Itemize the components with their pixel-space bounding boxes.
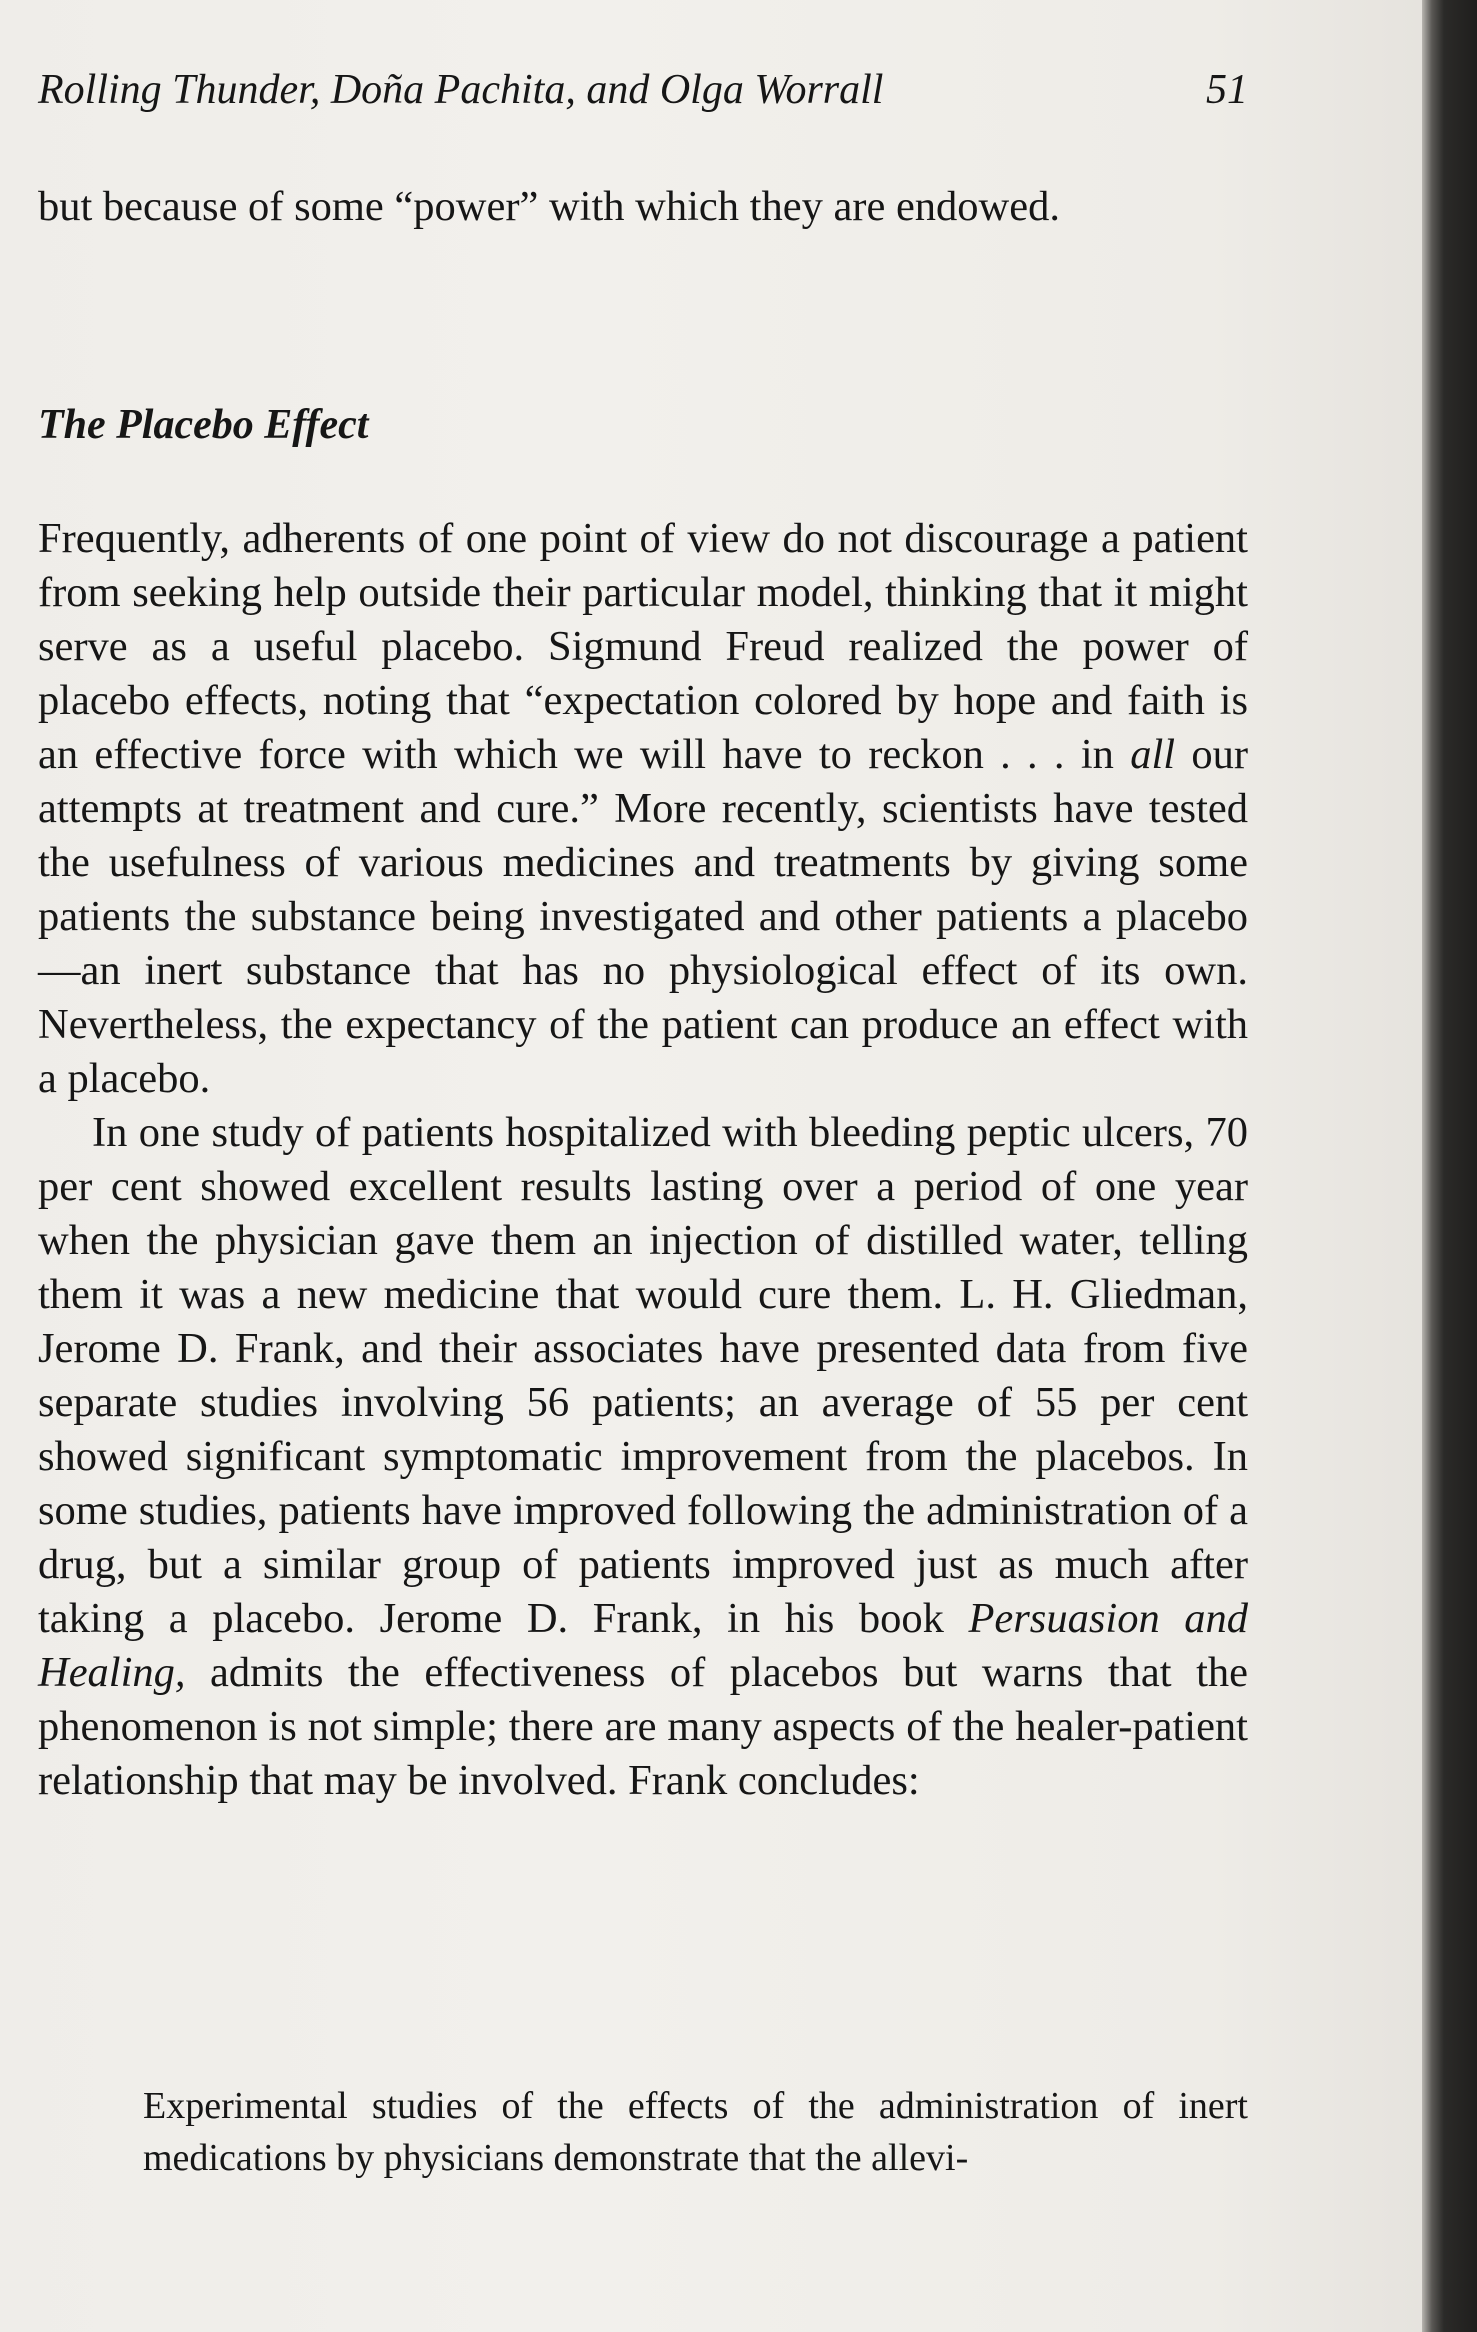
paragraph-freud	[38, 512, 1248, 1106]
paragraph-study	[38, 1106, 1248, 1808]
running-head	[38, 60, 1248, 120]
paragraph-study-text-1: In one study of patients hospitalized with bleeding peptic ulcers, 70 per cent showed excellent results lasting over a period of one year when the physician gave them an injection of distilled water, telling them it was a new medicine that would cure them. L. H. Gliedman, Jerome D. Frank, and their associates have presented data from five separate studies involving 56 patients; an average of 55 per cent showed significant symptomatic improvement from the placebos. In some studies, patients have improved following the administration of a drug, but a similar group of patients improved just as much after taking a placebo. Jerome D. Frank, in his book	[38, 1109, 1248, 1642]
running-head-title: Rolling Thunder, Doña Pachita, and Olga Worrall	[38, 67, 884, 113]
section-heading: The Placebo Effect	[38, 402, 369, 448]
page-number: 51	[1206, 67, 1248, 113]
body-paragraphs	[38, 512, 1248, 1808]
paragraph-freud-text-2: our attempts at treatment and cure.” More recently, scientists have tested the usefulness of various medicines and treatments by giving some patients the substance being investigated and other patients a placebo—an inert substance that has no physiological effect of its own. Nevertheless, the expectancy of the patient can produce an effect with a placebo.	[38, 731, 1248, 1102]
paragraph-continued: but because of some “power” with which they are endowed.	[38, 183, 1060, 230]
block-quote: Experimental studies of the effects of the administration of inert medications by physicians demonstrate that the allevi-	[143, 2085, 1248, 2179]
paragraph-freud-emphasis: all	[1130, 731, 1176, 778]
book-spine-shadow	[1422, 0, 1477, 2332]
paragraph-freud-text-1: Frequently, adherents of one point of view do not discourage a patient from seeking help outside their particular model, thinking that it might serve as a useful placebo. Sigmund Freud realized the power of placebo effects, noting that “expectation colored by hope and faith is an effective force with which we will have to reckon . . . in	[38, 515, 1248, 778]
book-title: Persuasion and Healing,	[38, 1595, 1249, 1696]
paragraph-study-text-2: admits the effectiveness of placebos but warns that the phenomenon is not simple; there are many aspects of the healer-patient relationship that may be involved. Frank concludes:	[38, 1649, 1248, 1804]
